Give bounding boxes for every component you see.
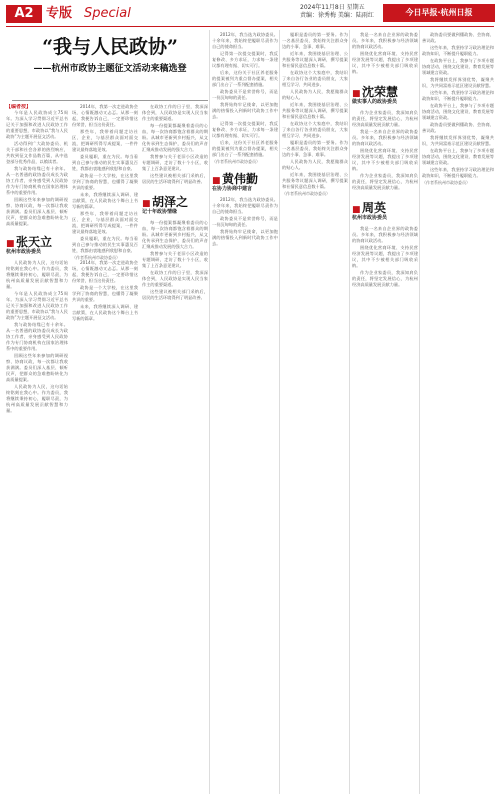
paragraph: 这些建议被相关部门采纳后，居民的生活环境得到了明显改善。 (142, 289, 208, 300)
paragraph: 委员履职，重在为民。每当看到自己参与推动的民生实事惠及百姓，我都由衷地感到欣慰和自豪。 (72, 236, 138, 253)
column-divider (349, 30, 350, 794)
brand-logo: 今日早报·杭州日报 (383, 4, 495, 22)
paragraph: 那些年，我带着问题走访社区、企业，与基层群众面对面交流，把调研所得写成提案，一件件建议最终落地见效。 (72, 211, 138, 234)
paragraph: 政协是一个大学校，在这里我学到了协商的智慧，也懂得了凝聚共识的重要。 (72, 173, 138, 190)
column-c (142, 104, 208, 794)
paragraph: 我是一名来自企业界的政协委员。多年来，我积极参与经济领域的协商议政活动。 (352, 129, 418, 146)
paragraph: 政协委员不是荣誉称号，而是一份沉甸甸的责任。 (212, 216, 278, 227)
paragraph: 人民政协为人民，这句话始终铭刻在我心中。作为委员，我将继续秉持初心，履职尽责，为杭州高质量发展贡献智慧和力量。 (6, 260, 68, 289)
paragraph: 我与政协结缘已有十余年。从一名普通的政协委员成长为政协工作者，亲身感受到人民政协作为专门协商机构在国家治理体系中的重要作用。 (6, 322, 68, 351)
paragraph: 今年是人民政协成立75周年。为深入学习贯彻习近平总书记关于加强和改进人民政协工作的重要思想，市政协以“我与人民政协”为主题开展征文活动。 (6, 291, 68, 320)
section-en: Special (84, 6, 131, 21)
paragraph: 这些年来，我坚持学习政治理论和政协知识，不断提升履职能力。 (422, 45, 494, 56)
column-f (352, 32, 418, 794)
paragraph: 政协委员要做到懂政协、会协商、善议政。 (422, 32, 494, 43)
paragraph: 我是一名来自企业界的政协委员。多年来，我积极参与经济领域的协商议政活动。 (352, 32, 418, 49)
paragraph: 在政协平台上，我参与了多项专题协商活动，围绕文化建设、教育发展等领域建言资政。 (422, 148, 494, 165)
editor-text: 责编：徐秀梅 美编：陆雨红 (300, 12, 374, 19)
profile-heading (142, 195, 208, 216)
column-e (282, 32, 348, 794)
paragraph: 记得第一次提交提案时，我反复修改、多方求证，力求每一条建议都有理有据、切实可行。 (212, 51, 278, 68)
paragraph: 近年来，我围绕基层治理、公共服务等议题深入调研，撰写提案和社情民意信息数十篇。 (282, 172, 348, 189)
paragraph: 在政协这个大家庭中，我结识了来自各行各业的委员朋友，大家相互学习、共同进步。 (282, 70, 348, 87)
column-divider (279, 30, 280, 794)
column-g (422, 32, 494, 794)
profile-heading (352, 201, 418, 222)
headline-rule (12, 100, 208, 101)
intro-label: 【编者按】 (6, 104, 32, 110)
paragraph: 围绕优化营商环境、支持民营经济发展等议题，我提出了多项建议，其中不少被相关部门吸收采纳。 (352, 51, 418, 74)
masthead-rule (6, 26, 494, 27)
profile-title: 在协力协商中建言 (212, 186, 253, 192)
date-text: 2024年11月8日 星期五 (300, 4, 365, 11)
paragraph: 这些建议被相关部门采纳后，居民的生活环境得到了明显改善。 (142, 173, 208, 184)
profile-title: 杭州市政协委员 (352, 215, 388, 221)
paragraph: 我将始终牢记使命，以更加饱满的热情投入到新时代政协工作中去。 (212, 102, 278, 119)
paragraph: 人民政协为人民，我愿做群众的贴心人。 (282, 89, 348, 100)
paragraph: 后来，这份关于社区养老服务的提案被列为重点督办提案，相关部门出台了一系列配套措施。 (212, 70, 278, 87)
profile-name: 胡泽之 (151, 195, 188, 209)
paragraph: 未来，我将继续深入调研、建言献策，在人民政协这个舞台上书写新的篇章。 (72, 192, 138, 209)
paragraph: 政协委员不是荣誉称号，而是一份沉甸甸的责任。 (212, 89, 278, 100)
paragraph: 人民政协为人民，这句话始终铭刻在我心中。作为委员，我将继续秉持初心，履职尽责，为杭州高质量发展贡献智慧和力量。 (6, 384, 68, 413)
square-mark-icon: ■ (352, 89, 361, 99)
paragraph: 近年来，我围绕基层治理、公共服务等议题深入调研，撰写提案和社情民意信息数十篇。 (282, 102, 348, 119)
profile-title: 做实事人的政协委员 (352, 99, 398, 105)
paragraph: 我将继续发挥界别优势，凝聚共识，为共同富裕示范区建设贡献智慧。 (422, 135, 494, 146)
paragraph: 政协委员要做到懂政协、会协商、善议政。 (422, 122, 494, 133)
paragraph: 作为企业家委员，我深知肩负的责任，将坚定发展信心，为杭州经济高质量发展贡献力量。 (352, 110, 418, 127)
paragraph: 每一份提案都凝聚着委员的心血，每一次协商都饱含着群众的期盼。从城市更新到乡村振兴，从文化传承到生态保护，委员们的声音汇聚成推动发展的强大合力。 (142, 123, 208, 152)
paragraph: 我将继续发挥界别优势，凝聚共识，为共同富裕示范区建设贡献智慧。 (422, 77, 494, 88)
profile-name: 黄伟勤 (221, 172, 258, 186)
profile-heading (212, 172, 278, 193)
profile-name: 沈荣慧 (361, 85, 398, 99)
paragraph: 作为企业家委员，我深知肩负的责任，将坚定发展信心，为杭州经济高质量发展贡献力量。 (352, 173, 418, 190)
profile-title: 记十年政协情缘 (142, 209, 178, 215)
paragraph: 这些年来，我坚持学习政治理论和政协知识，不断提升履职能力。 (422, 167, 494, 178)
author-note: （作者系杭州市政协委员） (422, 180, 470, 185)
paragraph: 那些年，我带着问题走访社区、企业，与基层群众面对面交流，把调研所得写成提案，一件件建议最终落地见效。 (72, 129, 138, 152)
column-b (72, 104, 138, 794)
column-divider (209, 30, 210, 794)
date-line (300, 4, 380, 20)
column-d (212, 32, 278, 794)
paragraph: 围绕优化营商环境、支持民营经济发展等议题，我提出了多项建议，其中不少被相关部门吸收采纳。 (352, 148, 418, 171)
page-tag: A2 (6, 5, 42, 23)
paragraph: 近年来，我围绕基层治理、公共服务等议题深入调研，撰写提案和社情民意信息数十篇。 (282, 51, 348, 68)
paragraph: 我是一名来自企业界的政协委员。多年来，我积极参与经济领域的协商议政活动。 (352, 226, 418, 243)
author-note: （作者系杭州市政协委员） (282, 191, 330, 196)
square-mark-icon: ■ (6, 239, 15, 249)
author-note: （作者系杭州市政协委员） (72, 255, 120, 260)
column-divider (419, 30, 420, 794)
paragraph: 在政协这个大家庭中，我结识了来自各行各业的委员朋友，大家相互学习、共同进步。 (282, 121, 348, 138)
paragraph: 委员履职，重在为民。每当看到自己参与推动的民生实事惠及百姓，我都由衷地感到欣慰和自豪。 (72, 154, 138, 171)
paragraph: 未来，我将继续深入调研、建言献策，在人民政协这个舞台上书写新的篇章。 (72, 304, 138, 321)
paragraph: 我与政协结缘已有十余年。从一名普通的政协委员成长为政协工作者，亲身感受到人民政协作为专门协商机构在国家治理体系中的重要作用。 (6, 166, 68, 195)
paragraph: 回顾这些年来参加的调研视察、协商议政，每一次都让我收获满满。委员们深入基层、倾听民声，把群众的急难愁盼转化为高质量提案。 (6, 353, 68, 382)
paragraph: 这些年来，我坚持学习政治理论和政协知识，不断提升履职能力。 (422, 90, 494, 101)
paragraph: 在政协工作的日子里，我深深体会到，人民政协是实现人民当家作主的重要渠道。 (142, 104, 208, 121)
paragraph: 2014年，我第一次走进政协会场，心情既激动又忐忑。从那一刻起，我便告诉自己，一定要珍惜这份荣誉，担当这份责任。 (72, 104, 138, 127)
paragraph: 我曾参与关于老旧小区改造的专题调研，走访了数十个小区，收集了上百条意见建议。 (142, 251, 208, 268)
paragraph: 在政协平台上，我参与了多项专题协商活动，围绕文化建设、教育发展等领域建言资政。 (422, 103, 494, 120)
author-note: （作者系杭州市政协委员） (212, 159, 260, 164)
paragraph: 今年是人民政协成立75周年。为深入学习贯彻习近平总书记关于加强和改进人民政协工作的重要思想，市政协以“我与人民政协”为主题开展征文活动。 (6, 110, 68, 139)
paragraph: 政协是一个大学校，在这里我学到了协商的智慧，也懂得了凝聚共识的重要。 (72, 285, 138, 302)
paragraph: 活动得到广大政协委员、机关干部和社会各界的热烈响应，共收到征文作品数百篇，从中选登部分优秀作品，以飨读者。 (6, 141, 68, 164)
paragraph: 在政协平台上，我参与了多项专题协商活动，围绕文化建设、教育发展等领域建言资政。 (422, 58, 494, 75)
square-mark-icon: ■ (142, 199, 151, 209)
column-a (6, 104, 68, 794)
subheadline: ——杭州市政协主题征文活动来稿选登 (33, 64, 187, 74)
profile-heading (6, 235, 68, 256)
section-title: 专版 (46, 6, 73, 21)
profile-name: 张天立 (15, 235, 52, 249)
paragraph: 回顾这些年来参加的调研视察、协商议政，每一次都让我收获满满。委员们深入基层、倾听民声，把群众的急难愁盼转化为高质量提案。 (6, 197, 68, 226)
headline: “我与人民政协” (42, 36, 178, 58)
square-mark-icon: ■ (352, 205, 361, 215)
paragraph: 在政协工作的日子里，我深深体会到，人民政协是实现人民当家作主的重要渠道。 (142, 270, 208, 287)
profile-heading (352, 85, 418, 106)
paragraph: 记得第一次提交提案时，我反复修改、多方求证，力求每一条建议都有理有据、切实可行。 (212, 121, 278, 138)
paragraph: 人民政协为人民，我愿做群众的贴心人。 (282, 159, 348, 170)
paragraph: 我将始终牢记使命，以更加饱满的热情投入到新时代政协工作中去。 (212, 229, 278, 246)
paragraph: 2012年，我当选为政协委员。十余年来，我始终把履职尽责作为自己的使命担当。 (212, 32, 278, 49)
paragraph: 每一份提案都凝聚着委员的心血，每一次协商都饱含着群众的期盼。从城市更新到乡村振兴，从文化传承到生态保护，委员们的声音汇聚成推动发展的强大合力。 (142, 220, 208, 249)
paragraph: 履职是委员的第一要务。作为一名基层委员，我始终关注群众身边的小事、急事、难事。 (282, 32, 348, 49)
paragraph: 后来，这份关于社区养老服务的提案被列为重点督办提案，相关部门出台了一系列配套措施。 (212, 140, 278, 157)
paragraph: 我曾参与关于老旧小区改造的专题调研，走访了数十个小区，收集了上百条意见建议。 (142, 154, 208, 171)
profile-name: 周英 (361, 201, 386, 215)
square-mark-icon: ■ (212, 176, 221, 186)
paragraph: 围绕优化营商环境、支持民营经济发展等议题，我提出了多项建议，其中不少被相关部门吸收采纳。 (352, 245, 418, 268)
paragraph: 作为企业家委员，我深知肩负的责任，将坚定发展信心，为杭州经济高质量发展贡献力量。 (352, 270, 418, 287)
paragraph: 2014年，我第一次走进政协会场，心情既激动又忐忑。从那一刻起，我便告诉自己，一定要珍惜这份荣誉，担当这份责任。 (72, 260, 138, 283)
paragraph: 履职是委员的第一要务。作为一名基层委员，我始终关注群众身边的小事、急事、难事。 (282, 140, 348, 157)
profile-title: 杭州市政协委员 (6, 249, 42, 255)
paragraph: 2012年，我当选为政协委员。十余年来，我始终把履职尽责作为自己的使命担当。 (212, 197, 278, 214)
